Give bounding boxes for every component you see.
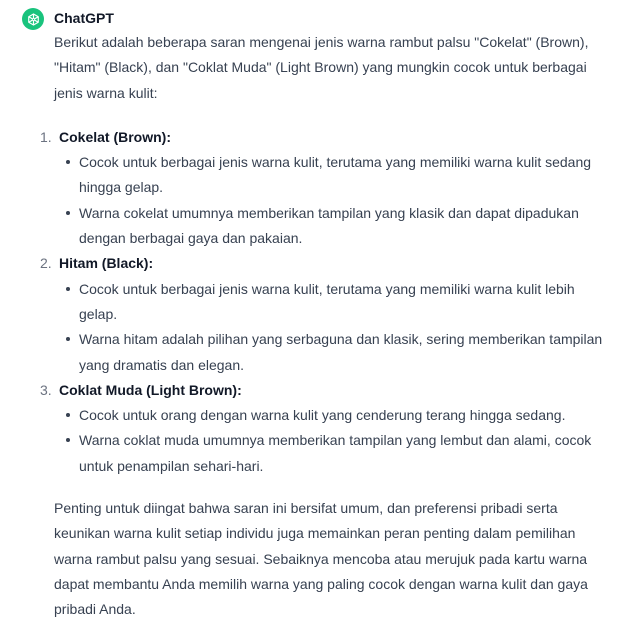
sub-list-item [79,428,610,479]
list-item-title: Cokelat (Brown): [59,128,171,145]
sub-list-text: Cocok untuk berbagai jenis warna kulit, terutama yang memiliki warna kulit sedang hingga gelap. [79,154,592,196]
list-number: 3. [40,381,52,398]
list-item [40,125,610,251]
sub-list-item [79,150,610,201]
bullet-dot [66,337,70,341]
sub-list-item [79,327,610,378]
message-content [40,30,610,623]
list-number: 2. [40,255,52,272]
sub-list [54,403,610,479]
suggestion-list [40,125,610,479]
bullet-dot [66,438,70,442]
list-item-title: Coklat Muda (Light Brown): [59,381,242,398]
sub-list-text: Warna hitam adalah pilihan yang serbaguna dan klasik, sering memberikan tampilan yang dramatis dan elegan. [79,331,603,373]
bullet-dot [66,413,70,417]
sub-list-text: Warna coklat muda umumnya memberikan tampilan yang lembut dan alami, cocok untuk penampilan sehari-hari. [79,432,592,474]
author-name: ChatGPT [54,10,114,26]
sub-list [54,277,610,378]
list-item [40,378,610,479]
sub-list [54,150,610,251]
sub-list-text: Warna cokelat umumnya memberikan tampilan yang klasik dan dapat dipadukan dengan berbagai gaya dan pakaian. [79,204,579,247]
sub-list-item [79,201,610,252]
bullet-dot [66,287,70,291]
bullet-dot [66,160,70,164]
openai-logo-icon [22,8,44,30]
sub-list-text: Cocok untuk orang dengan warna kulit yang cenderung terang hingga sedang. [79,407,566,424]
closing-paragraph: Penting untuk diingat bahwa saran ini bersifat umum, dan preferensi pribadi serta keunikan warna kulit setiap individu juga memainkan peran penting dalam pemilihan warna rambut palsu yang sesuai. Sebaiknya mencoba atau merujuk pada kartu warna dapat membantu Anda memilih warna yang paling cocok dengan warna kulit dan gaya pribadi Anda. [54,500,588,618]
sub-list-text: Cocok untuk berbagai jenis warna kulit, terutama yang memiliki warna kulit lebih gelap. [79,280,575,322]
sub-list-item [79,277,610,328]
intro-paragraph: Berikut adalah beberapa saran mengenai jenis warna rambut palsu "Cokelat" (Brown), "Hitam" (Black), dan "Coklat Muda" (Light Brown) yang mungkin cocok untuk berbagai jenis warna kulit: [54,34,589,101]
bullet-dot [66,211,70,215]
sub-list-item [79,403,610,428]
list-number: 1. [40,128,52,145]
list-item [40,251,610,377]
openai-logo-glyph [26,12,41,27]
list-item-title: Hitam (Black): [59,255,154,272]
